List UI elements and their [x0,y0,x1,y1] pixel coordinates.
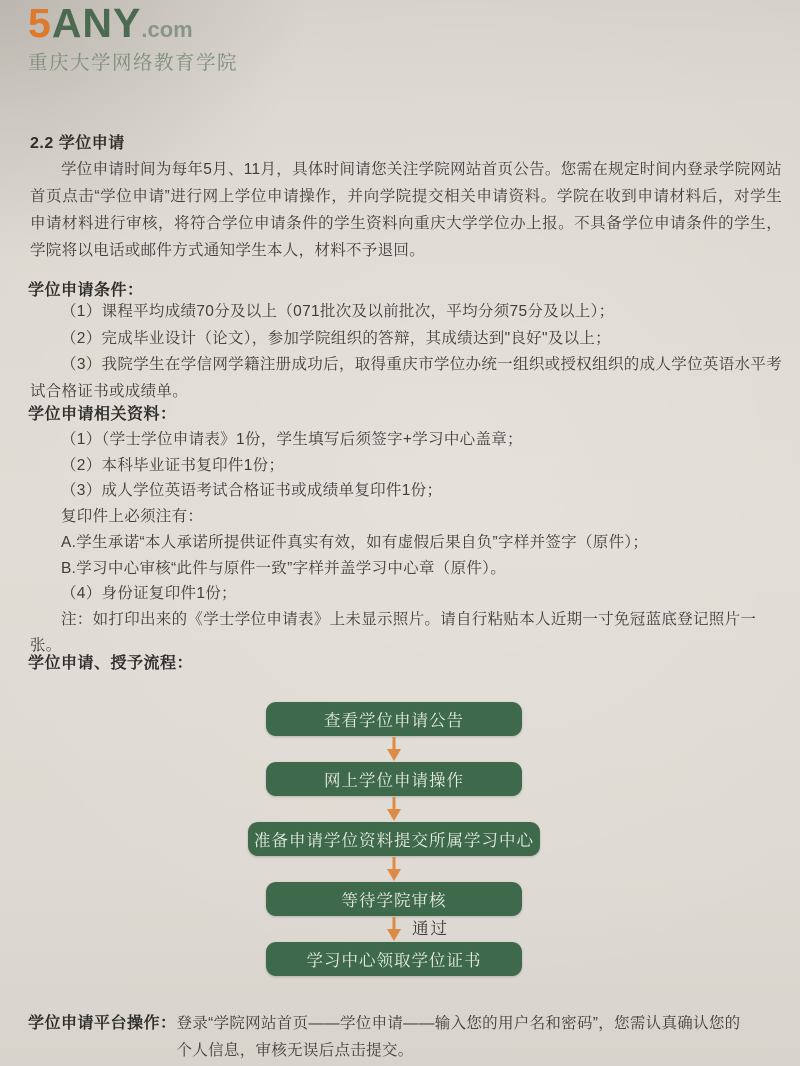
materials-heading: 学位申请相关资料： [28,406,177,423]
platform-heading: 学位申请平台操作： [28,1015,177,1032]
material-item: 复印件上必须注有： [61,508,204,526]
material-item: B.学习中心审核“此件与原件一致”字样并盖学习中心章（原件）。 [61,559,507,577]
platform-note [28,1010,784,1064]
section-title: 学位申请 [58,135,125,152]
flow-connector [0,796,788,822]
flow-step-box: 学习中心领取学位证书 [266,942,522,976]
flow-step-box: 网上学位申请操作 [266,762,522,796]
flow-step-box: 准备申请学位资料提交所属学习中心 [248,822,540,856]
material-item: （3）成人学位英语考试合格证书或成绩单复印件1份； [61,482,443,500]
material-item: （2）本科毕业证书复印件1份； [61,456,285,474]
flow-connector [0,916,788,942]
material-item: （1）（学士学位申请表》1份，学生填写后须签字+学习中心盖章； [61,431,523,448]
condition-item: （2）完成毕业设计（论文），参加学院组织的答辩，其成绩达到"良好"及以上； [61,329,611,347]
condition-item: （3）我院学生在学信网学籍注册成功后，取得重庆市学位办统一组织或授权组织的成人学位英语水平考试合格证书或成绩单。 [30,356,782,400]
platform-text-line2: 个人信息，审核无误后点击提交。 [176,1042,414,1059]
flow-step-box: 等待学院审核 [266,882,522,916]
material-item: 注：如打印出来的《学士学位申请表》上未显示照片。请自行粘贴本人近期一寸免冠蓝底登记照片一张。 [30,610,757,654]
material-item: （4）身份证复印件1份； [61,585,237,603]
down-arrow-icon [386,917,402,941]
platform-text-line1: 登录“学院网站首页——学位申请——输入您的用户名和密码”，您需认真确认您的 [176,1015,741,1032]
conditions-list [30,299,782,405]
org-name: 重庆大学网络教育学院 [28,52,239,74]
degree-flowchart [0,702,788,976]
flow-connector [0,856,788,882]
material-item: A.学生承诺“本人承诺所提供证件真实有效，如有虚假后果自负”字样并签字（原件）； [61,533,649,551]
flow-step-box: 查看学位申请公告 [266,702,522,736]
site-logo [28,0,239,75]
down-arrow-icon [386,797,402,821]
conditions-heading: 学位申请条件： [28,282,144,299]
flow-connector [0,736,788,762]
flow-heading: 学位申请、授予流程： [28,655,194,672]
condition-item: （1）课程平均成绩70分及以上（071批次及以前批次，平均分须75分及以上）； [61,303,615,320]
logo-text-com: .com [141,17,193,42]
logo-wordmark [28,0,238,46]
logo-text-any: ANY [51,0,142,46]
down-arrow-icon [386,737,402,761]
flow-pass-label: 通过 [412,920,449,938]
section-heading [30,130,125,153]
logo-text-5: 5 [28,0,52,46]
materials-list [30,427,782,658]
intro-paragraph: 学位申请时间为每年5月、11月，具体时间请您关注学院网站首页公告。您需在规定时间内登录学院网站首页点击“学位申请”进行网上学位申请操作，并向学院提交相关申请资料。学院在收到申请材料后，对学生申请材料进行审核，将符合学位申请条件的学生资料向重庆大学学位办上报。不具备学位申请条件的学生，学院将以电话或邮件方式通知学生本人，材料不予退回。 [30,161,782,259]
section-number: 2.2 [30,135,54,152]
down-arrow-icon [386,857,402,881]
platform-text [177,1010,741,1064]
